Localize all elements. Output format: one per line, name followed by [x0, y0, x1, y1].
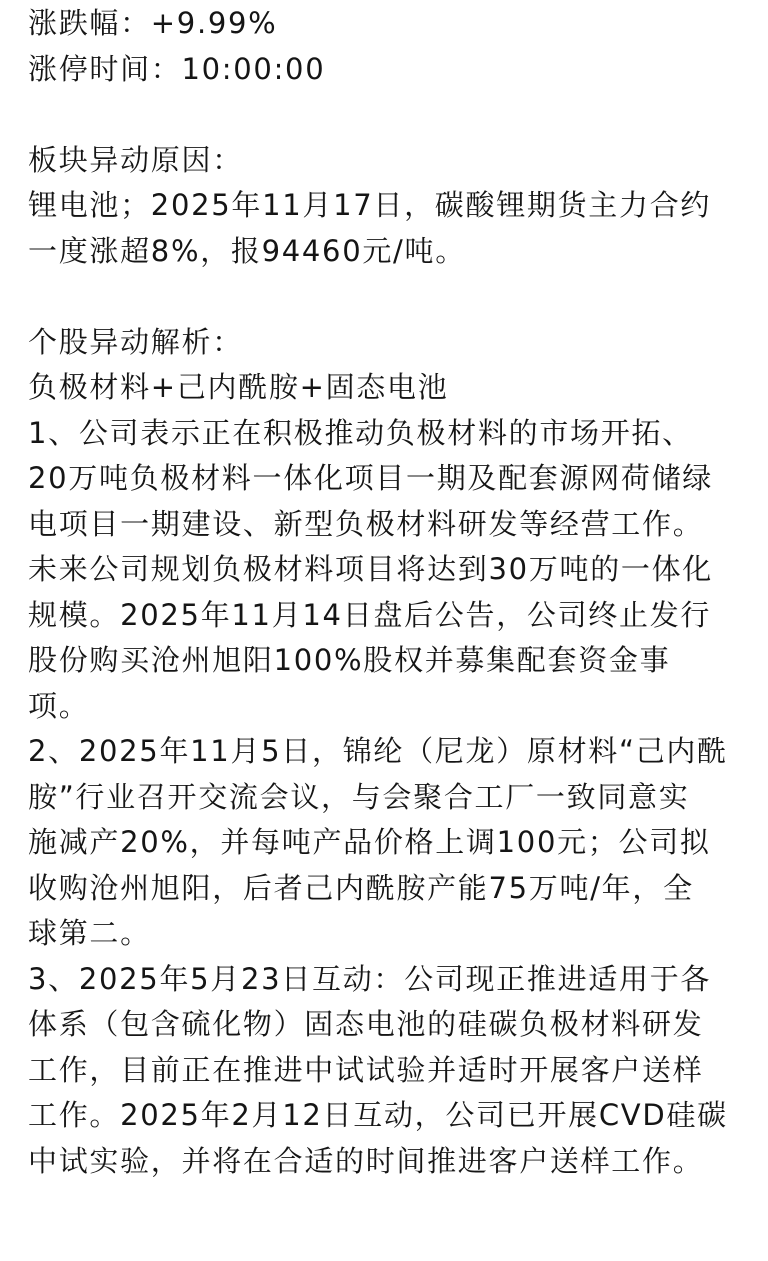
analysis-point-2-line: 胺”行业召开交流会议，与会聚合工厂一致同意实 [28, 779, 690, 814]
analysis-point-3-line: 3、2025年5月23日互动：公司现正推进适用于各 [28, 961, 712, 996]
analysis-point-3-line: 工作，目前正在推进中试试验并适时开展客户送样 [28, 1052, 704, 1087]
stock-analysis-heading: 个股异动解析： [28, 324, 243, 359]
analysis-point-1-line: 1、公司表示正在积极推动负极材料的市场开拓、 [28, 415, 693, 450]
paragraph-spacer [28, 92, 748, 138]
paragraph-spacer [28, 274, 748, 320]
analysis-point-1-line: 电项目一期建设、新型负极材料研发等经营工作。 [28, 506, 704, 541]
price-change-line: 涨跌幅：+9.99% [28, 6, 278, 40]
limit-up-time-line: 涨停时间：10:00:00 [28, 51, 326, 86]
analysis-point-3-line: 中试实验，并将在合适的时间推进客户送样工作。 [28, 1143, 704, 1178]
analysis-point-1-line: 股份购买沧州旭阳100%股权并募集配套资金事 [28, 643, 671, 677]
sector-reason-line: 锂电池；2025年11月17日，碳酸锂期货主力合约 [28, 188, 712, 222]
sector-reason-heading: 板块异动原因： [28, 142, 243, 177]
stock-tags-line: 负极材料+己内酰胺+固态电池 [28, 370, 449, 404]
analysis-point-1-line: 项。 [28, 688, 90, 723]
sector-reason-line: 一度涨超8%，报94460元/吨。 [28, 233, 466, 268]
analysis-point-1-line: 20万吨负极材料一体化项目一期及配套源网荷储绿 [28, 461, 714, 495]
analysis-point-1-line: 规模。2025年11月14日盘后公告，公司终止发行 [28, 597, 712, 632]
analysis-point-2-line: 施减产20%，并每吨产品价格上调100元；公司拟 [28, 825, 711, 859]
analysis-point-3-line: 工作。2025年2月12日互动，公司已开展CVD硅碳 [28, 1098, 728, 1132]
article-body [28, 0, 748, 1184]
analysis-point-2-line: 球第二。 [28, 916, 151, 950]
analysis-point-3-line: 体系（包含硫化物）固态电池的硅碳负极材料研发 [28, 1007, 704, 1041]
analysis-point-2-line: 收购沧州旭阳，后者己内酰胺产能75万吨/年，全 [28, 870, 694, 905]
analysis-point-2-line: 2、2025年11月5日，锦纶（尼龙）原材料“己内酰 [28, 734, 728, 768]
analysis-point-1-line: 未来公司规划负极材料项目将达到30万吨的一体化 [28, 552, 714, 586]
